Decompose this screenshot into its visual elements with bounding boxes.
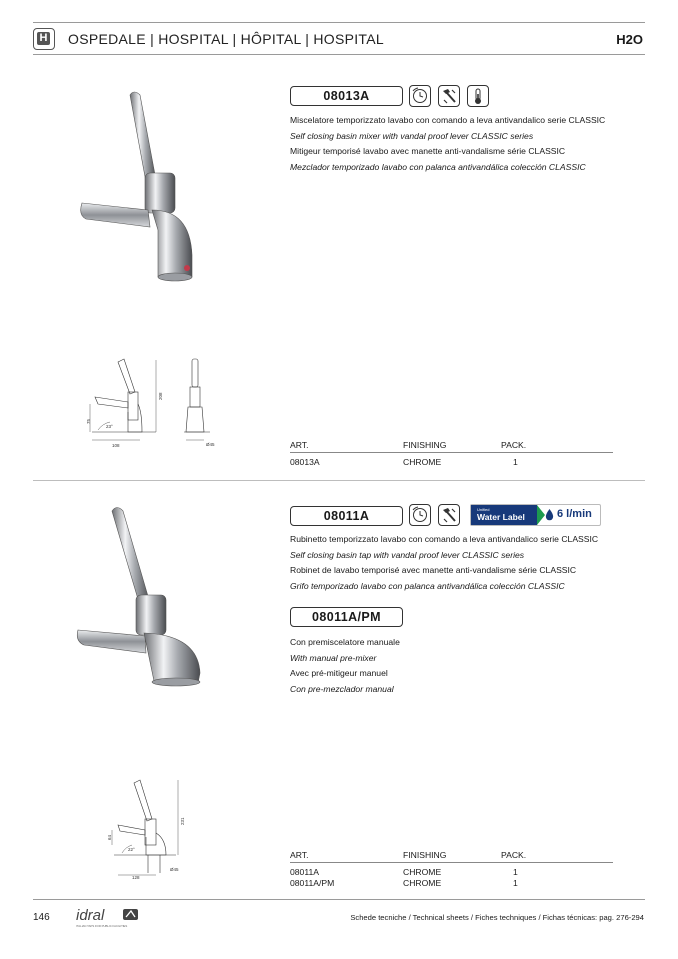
thermometer-icon xyxy=(467,85,489,107)
dim-height-spout: 75 xyxy=(86,418,91,424)
description-it: Rubinetto temporizzato lavabo con comando a leva antivandalico serie CLASSIC xyxy=(290,534,599,544)
description-it: Miscelatore temporizzato lavabo con comando a leva antivandalico serie CLASSIC xyxy=(290,115,606,125)
cell-pack: 1 xyxy=(513,867,518,877)
col-finishing: FINISHING xyxy=(403,440,447,450)
page-number: 146 xyxy=(33,912,50,923)
table-header xyxy=(290,850,613,863)
water-drop-icon xyxy=(545,509,554,521)
product-code-08013A: 08013A xyxy=(290,86,403,106)
cell-finishing: CHROME xyxy=(403,878,442,888)
timer-icon xyxy=(409,504,431,526)
water-label-flow: 6 l/min xyxy=(557,508,592,520)
variant-description-en: With manual pre-mixer xyxy=(290,652,377,663)
product-code-08011A-PM: 08011A/PM xyxy=(290,607,403,627)
cell-art: 08011A xyxy=(290,867,319,877)
footer-rule xyxy=(33,899,645,900)
col-art: ART. xyxy=(290,850,309,860)
hospital-icon xyxy=(33,28,55,50)
description-en: Self closing basin tap with vandal proof lever CLASSIC series xyxy=(290,549,525,560)
product1-descriptions xyxy=(290,113,605,175)
col-art: ART. xyxy=(290,440,309,450)
product2-descriptions xyxy=(290,532,598,594)
description-fr: Robinet de lavabo temporisé avec manette anti-vandalisme série CLASSIC xyxy=(290,565,577,575)
dim-diameter: Ø45 xyxy=(170,867,179,872)
water-label-small: Unified xyxy=(477,507,490,512)
col-pack: PACK. xyxy=(501,440,527,450)
page-title: OSPEDALE | HOSPITAL | HÔPITAL | HOSPITAL xyxy=(68,31,384,47)
table-row xyxy=(290,457,613,468)
variant-descriptions xyxy=(290,635,400,697)
col-finishing: FINISHING xyxy=(403,850,447,860)
description-fr: Mitigeur temporisé lavabo avec manette anti-vandalisme série CLASSIC xyxy=(290,146,566,156)
description-es: Grifo temporizado lavabo con palanca antivandálica colección CLASSIC xyxy=(290,580,565,591)
hospital-icon-letter: H xyxy=(37,32,50,45)
dim-height-spout: 64 xyxy=(107,834,112,840)
technical-drawing-08013A xyxy=(80,352,230,452)
table-header xyxy=(290,440,613,453)
dim-length: 108 xyxy=(112,443,120,448)
cell-pack: 1 xyxy=(513,878,518,888)
cell-pack: 1 xyxy=(513,457,518,467)
variant-description-fr: Avec pré-mitigeur manuel xyxy=(290,668,388,678)
cell-art: 08011A/PM xyxy=(290,878,335,888)
variant-description-es: Con pre-mezclador manual xyxy=(290,683,394,694)
vandal-proof-hammer-icon xyxy=(438,85,460,107)
variant-description-it: Con premiscelatore manuale xyxy=(290,637,400,647)
table-08011A xyxy=(290,850,613,889)
water-label-text: Water Label xyxy=(477,512,525,522)
footer-technical-sheets: Schede tecniche / Technical sheets / Fiches techniques / Fichas técnicas: pag. 276-294 xyxy=(350,913,644,922)
cell-finishing: CHROME xyxy=(403,867,442,877)
cell-finishing: CHROME xyxy=(403,457,442,467)
idral-logo xyxy=(76,907,146,934)
timer-icon xyxy=(409,85,431,107)
col-pack: PACK. xyxy=(501,850,527,860)
dim-height-total: 231 xyxy=(180,817,185,825)
product-photo-08011A xyxy=(70,503,220,693)
description-es: Mezclador temporizado lavabo con palanca antivandálica colección CLASSIC xyxy=(290,161,586,172)
technical-drawing-08011A xyxy=(100,775,200,885)
dim-length: 128 xyxy=(132,875,140,880)
logo-brand: idral xyxy=(76,907,105,924)
table-row xyxy=(290,867,613,878)
table-08013A xyxy=(290,440,613,468)
header-top-rule xyxy=(33,22,645,23)
dim-diameter: Ø45 xyxy=(206,442,215,447)
product-photo-08013A xyxy=(70,85,220,285)
logo-tagline: ITALIAN TAPS FOR PUBLIC FACILITIES xyxy=(76,924,128,928)
section-divider xyxy=(33,480,645,481)
water-label-badge xyxy=(470,504,601,526)
dim-angle: 23° xyxy=(106,424,113,429)
dim-angle: 22° xyxy=(128,847,135,852)
product-code-08011A: 08011A xyxy=(290,506,403,526)
water-label-box xyxy=(471,505,537,525)
description-en: Self closing basin mixer with vandal proof lever CLASSIC series xyxy=(290,130,534,141)
table-row xyxy=(290,878,613,889)
dim-height-total: 208 xyxy=(158,392,163,400)
water-label-arrow xyxy=(537,505,545,525)
cell-art: 08013A xyxy=(290,457,320,467)
h2o-label: H2O xyxy=(616,32,643,47)
vandal-proof-hammer-icon xyxy=(438,504,460,526)
header-bottom-rule xyxy=(33,54,645,55)
